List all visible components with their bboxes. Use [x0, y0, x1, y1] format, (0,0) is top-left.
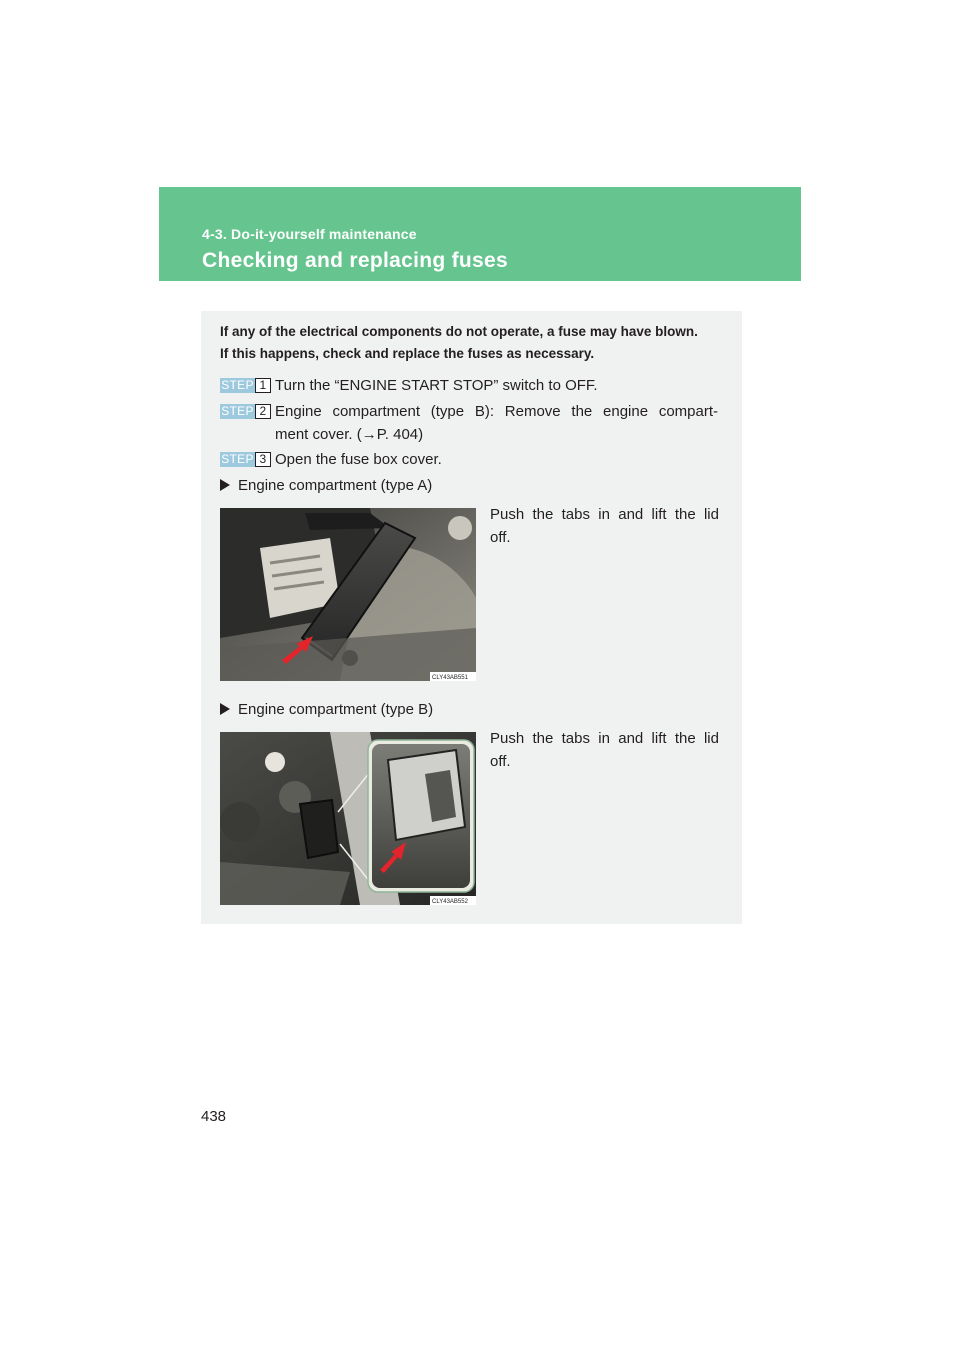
engine-photo-type-b: [220, 732, 476, 905]
engine-photo-type-a: [220, 508, 476, 681]
step-badge: STEP 2: [220, 404, 271, 419]
engine-bay-illustration: [220, 508, 476, 681]
intro-line-2: If this happens, check and replace the fuses as necessary.: [220, 346, 595, 361]
section-header: [159, 187, 801, 281]
page-title: Checking and replacing fuses: [202, 249, 508, 272]
step-text: Engine compartment (type B): Remove the engine compart-: [275, 403, 718, 420]
section-label: 4-3. Do-it-yourself maintenance: [202, 226, 417, 242]
triangle-bullet-icon: [220, 479, 230, 491]
page-number: 438: [201, 1108, 227, 1125]
variant-caption-type-a: Push the tabs in and lift the lid off.: [490, 506, 719, 546]
content-panel: [201, 311, 742, 924]
intro-text: [220, 321, 725, 365]
svg-text:CLY43AB552: CLY43AB552: [432, 899, 468, 905]
svg-text:CLY43AB551: CLY43AB551: [432, 675, 468, 681]
variant-heading-type-b: Engine compartment (type B): [220, 698, 433, 721]
intro-line-1: If any of the electrical components do not operate, a fuse may have blown.: [220, 324, 698, 339]
variant-caption-type-b: Push the tabs in and lift the lid off.: [490, 730, 719, 770]
step-text: Open the fuse box cover.: [275, 451, 442, 468]
step-badge: STEP 3: [220, 452, 271, 467]
triangle-bullet-icon: [220, 703, 230, 715]
step-text: Turn the “ENGINE START STOP” switch to OFF.: [275, 377, 598, 394]
step-badge: STEP 1: [220, 378, 271, 393]
step-text-continuation: ment cover. (→P. 404): [275, 426, 424, 443]
engine-bay-illustration: [220, 732, 476, 905]
variant-heading-type-a: Engine compartment (type A): [220, 474, 432, 497]
